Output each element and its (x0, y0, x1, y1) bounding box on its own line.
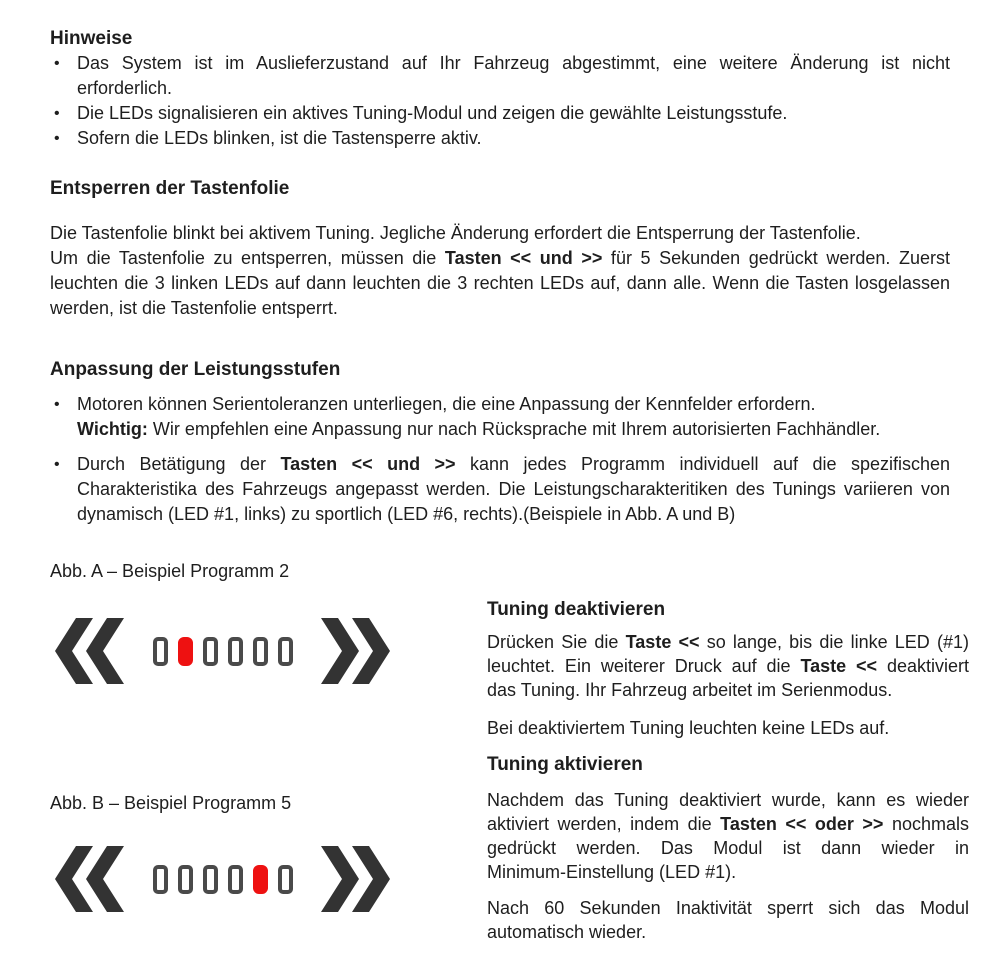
section-title-aktivieren: Tuning aktivieren (487, 754, 643, 775)
body-line: Motoren können Serientoleranzen unterliegen, die eine Anpassung der Kennfelder erfordern. (77, 394, 816, 414)
led-strip-a (153, 637, 293, 666)
body-line: das Tuning. Ihr Fahrzeug arbeitet im Serienmodus. (487, 680, 893, 700)
body-line: gedrückt werden. Das Modul ist dann wieder in (487, 838, 969, 858)
body-line: Wichtig: Wir empfehlen eine Anpassung nur nach Rücksprache mit Ihrem autorisierten Fachhändler. (77, 419, 881, 439)
led-3 (203, 865, 218, 894)
body-line: Charakteristika des Fahrzeugs angepasst werden. Die Leistungscharakteritiken des Tunings variieren von (77, 479, 950, 499)
hinweise-bullet-2 (50, 101, 950, 126)
led-3 (203, 637, 218, 666)
section-title-entsperren: Entsperren der Tastenfolie (50, 178, 290, 199)
hinweise-bullet-3 (50, 126, 950, 151)
led-1 (153, 865, 168, 894)
body-line: leuchten die 3 linken LEDs auf dann leuchten die 3 rechten LEDs auf, dann alle. Wenn die Tasten losgelassen (50, 273, 950, 293)
anpassung-bullet-1 (50, 392, 950, 442)
bullet-icon: • (54, 396, 60, 413)
body-line: Die Tastenfolie blinkt bei aktivem Tuning. Jegliche Änderung erfordert die Entsperrung der Tastenfolie. (50, 223, 861, 243)
figure-a-graphic (55, 618, 390, 684)
led-4 (228, 637, 243, 666)
body-line: Um die Tastenfolie zu entsperren, müssen die Tasten << und >> für 5 Sekunden gedrückt werden. Zuerst (50, 248, 950, 268)
body-line: automatisch wieder. (487, 922, 647, 942)
led-5-active (253, 865, 268, 894)
body-line: Minimum-Einstellung (LED #1). (487, 862, 737, 882)
body-line: Nach 60 Sekunden Inaktivität sperrt sich das Modul (487, 898, 969, 918)
bullet-icon: • (54, 55, 60, 72)
body-line: erforderlich. (77, 78, 173, 98)
deaktivieren-paragraph-2: Bei deaktiviertem Tuning leuchten keine LEDs auf. (487, 718, 890, 738)
led-strip-b (153, 865, 293, 894)
section-title-hinweise: Hinweise (50, 28, 133, 49)
body-line: Die LEDs signalisieren ein aktives Tuning-Modul und zeigen die gewählte Leistungsstufe. (77, 103, 788, 123)
double-chevron-left-icon (55, 618, 125, 684)
led-2 (178, 865, 193, 894)
led-2-active (178, 637, 193, 666)
double-chevron-right-icon (320, 846, 390, 912)
deaktivieren-paragraph-1 (487, 630, 969, 702)
led-6 (278, 865, 293, 894)
entsperren-paragraph (50, 221, 950, 321)
body-line: dynamisch (LED #1, links) zu sportlich (LED #6, rechts).(Beispiele in Abb. A und B) (77, 504, 736, 524)
body-line: Durch Betätigung der Tasten << und >> kann jedes Programm individuell auf die spezifischen (77, 454, 951, 474)
section-title-anpassung: Anpassung der Leistungsstufen (50, 359, 341, 380)
double-chevron-left-icon (55, 846, 125, 912)
body-line: Drücken Sie die Taste << so lange, bis die linke LED (#1) (487, 632, 969, 652)
body-line: leuchtet. Ein weiterer Druck auf die Taste << deaktiviert (487, 656, 969, 676)
bullet-icon: • (54, 130, 60, 147)
body-line: Nachdem das Tuning deaktiviert wurde, kann es wieder (487, 790, 969, 810)
body-line: Das System ist im Auslieferzustand auf Ihr Fahrzeug abgestimmt, eine weitere Änderung ist nicht (77, 53, 950, 73)
hinweise-bullet-1 (50, 51, 950, 101)
body-line: werden, ist die Tastenfolie entsperrt. (50, 298, 338, 318)
led-6 (278, 637, 293, 666)
figure-b-label: Abb. B – Beispiel Programm 5 (50, 793, 292, 813)
double-chevron-right-icon (320, 618, 390, 684)
figure-b-graphic (55, 846, 390, 912)
aktivieren-paragraph-2 (487, 896, 969, 944)
figure-a-label: Abb. A – Beispiel Programm 2 (50, 561, 290, 581)
led-4 (228, 865, 243, 894)
aktivieren-paragraph-1 (487, 788, 969, 884)
section-title-deaktivieren: Tuning deaktivieren (487, 599, 666, 620)
bullet-icon: • (54, 456, 60, 473)
led-5 (253, 637, 268, 666)
bullet-icon: • (54, 105, 60, 122)
anpassung-bullet-2 (50, 452, 950, 527)
body-line: aktiviert werden, indem die Tasten << oder >> nochmals (487, 814, 969, 834)
led-1 (153, 637, 168, 666)
body-line: Sofern die LEDs blinken, ist die Tastensperre aktiv. (77, 128, 482, 148)
